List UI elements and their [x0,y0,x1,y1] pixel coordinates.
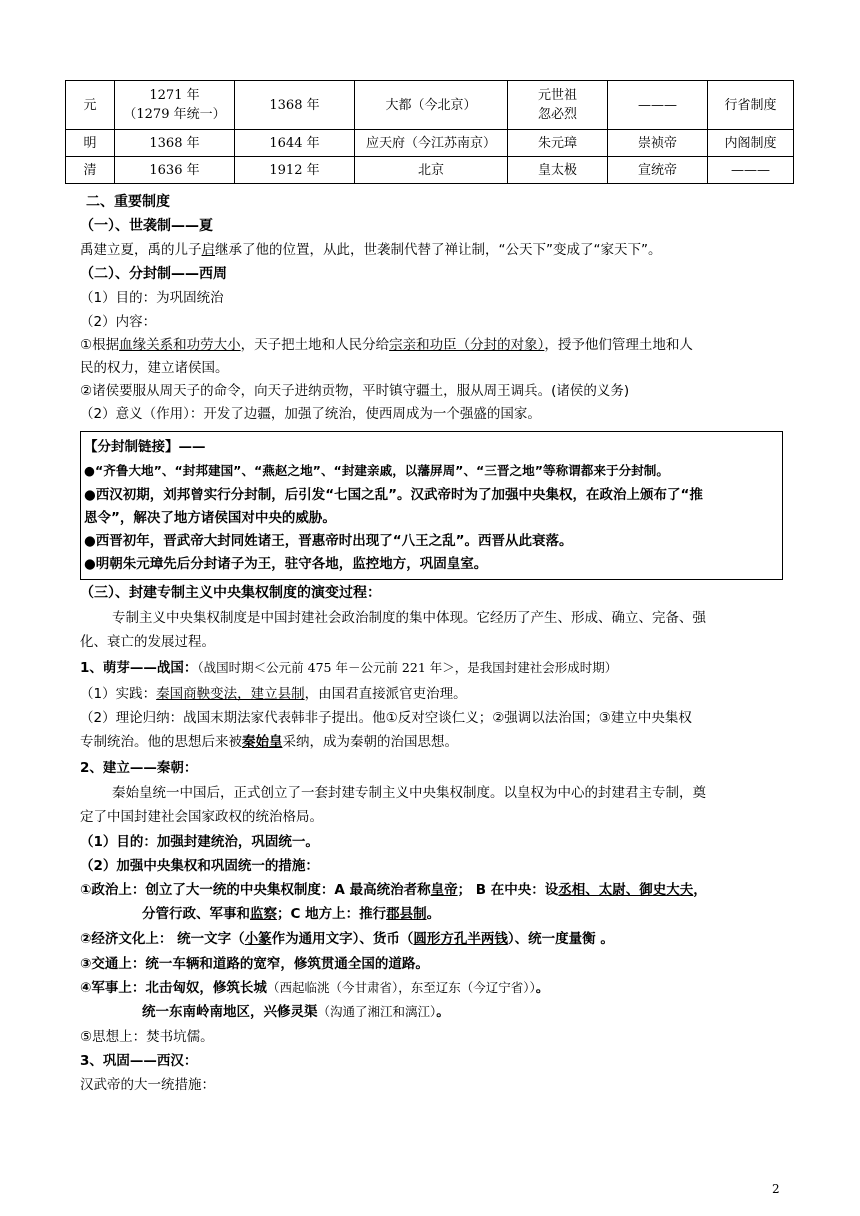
heading-consolidate: 3、巩固——西汉： [80,1053,198,1069]
table-cell: ——— [608,81,708,130]
subsection-heading: （三）、封建专制主义中央集权制度的演变过程： [80,585,381,601]
paragraph: 分管行政、军事和监察；C 地方上：推行郡县制。 [142,906,441,922]
paragraph: （2）加强中央集权和巩固统一的措施： [80,858,319,874]
paragraph: 定了中国封建社会国家政权的统治格局。 [80,809,323,825]
table-cell: 朱元璋 [508,130,608,157]
table-cell: 宣统帝 [608,157,708,184]
paragraph: ①根据血缘关系和功劳大小，天子把土地和人民分给宗亲和功臣（分封的对象），授予他们管理土地和人 [80,337,693,353]
box-line: ●西汉初期，刘邦曾实行分封制，后引发“七国之乱”。汉武帝时为了加强中央集权，在政治上颁布了“推 [84,487,703,503]
table-cell: 大都（今北京） [355,81,508,130]
table-cell: 1636 年 [115,157,235,184]
paragraph: ①政治上：创立了大一统的中央集权制度：A 最高统治者称皇帝； B 在中央：设丞相、太尉、御史大夫， [80,882,707,898]
box-line: ●“齐鲁大地”、“封邦建国”、“燕赵之地”、“封建亲戚，以藩屏周”、“三晋之地”等称谓都来于分封制。 [84,463,669,478]
paragraph: 民的权力，建立诸侯国。 [80,360,229,376]
table-cell: 应天府（今江苏南京） [355,130,508,157]
paragraph: （2）理论归纳：战国末期法家代表韩非子提出。他①反对空谈仁义；②强调以法治国；③建立中央集权 [80,710,692,726]
table-cell: 1912 年 [235,157,355,184]
heading-establish: 2、建立——秦朝： [80,760,198,776]
table-cell: 北京 [355,157,508,184]
table-row [66,81,794,130]
table-cell: ——— [708,157,794,184]
paragraph: ⑤思想上：焚书坑儒。 [80,1029,214,1045]
paragraph: 专制统治。他的思想后来被秦始皇采纳，成为秦朝的治国思想。 [80,734,458,750]
paragraph: （2）内容： [80,314,157,330]
table-row [66,130,794,157]
table-cell: 1368 年 [115,130,235,157]
table-cell: 行省制度 [708,81,794,130]
paragraph: ②诸侯要服从周天子的命令，向天子进纳贡物，平时镇守疆土，服从周王调兵。(诸侯的义务) [80,383,630,399]
paragraph: （1）目的：为巩固统治 [80,290,224,306]
subsection-heading: （二）、分封制——西周 [80,266,227,282]
paragraph: ④军事上：北击匈奴，修筑长城（西起临洮（今甘肃省），东至辽东（今辽宁省））。 [80,980,550,996]
table-cell: 崇祯帝 [608,130,708,157]
paragraph: ③交通上：统一车辆和道路的宽窄，修筑贯通全国的道路。 [80,956,429,972]
paragraph: （1）目的：加强封建统治，巩固统一。 [80,834,319,850]
table-row [66,157,794,184]
table-cell: 明 [66,130,115,157]
table-cell: 1644 年 [235,130,355,157]
box-title: 【分封制链接】—— [84,439,206,455]
box-line: ●西晋初年，晋武帝大封同姓诸王，晋惠帝时出现了“八王之乱”。西晋从此衰落。 [84,533,573,549]
paragraph: 秦始皇统一中国后，正式创立了一套封建专制主义中央集权制度。以皇权为中心的封建君主专制，奠 [112,785,706,801]
table-cell: 元 [66,81,115,130]
subsection-heading: （一）、世袭制——夏 [80,218,213,234]
box-line: ●明朝朱元璋先后分封诸子为王，驻守各地，监控地方，巩固皇室。 [84,556,488,572]
paragraph: 专制主义中央集权制度是中国封建社会政治制度的集中体现。它经历了产生、形成、确立、完备、强 [112,610,706,626]
paragraph: （1）实践：秦国商鞅变法，建立县制，由国君直接派官吏治理。 [80,686,467,702]
paragraph: 禹建立夏，禹的儿子启继承了他的位置，从此，世袭制代替了禅让制，“公天下”变成了“家天下”。 [80,242,662,258]
heading-sprout: 1、萌芽——战国：（战国时期＜公元前 475 年－公元前 221 年＞，是我国封建社会形成时期） [80,660,618,676]
paragraph: 汉武帝的大一统措施： [80,1077,215,1093]
table-cell: 1368 年 [235,81,355,130]
dynasty-table [65,80,794,184]
table-cell: 元世祖 忽必烈 [508,81,608,130]
table-cell: 清 [66,157,115,184]
table-cell: 内阁制度 [708,130,794,157]
paragraph: （2）意义（作用）：开发了边疆，加强了统治，使西周成为一个强盛的国家。 [80,406,541,422]
box-line: 恩令”，解决了地方诸侯国对中央的威胁。 [84,510,336,526]
paragraph: 化、衰亡的发展过程。 [80,634,215,650]
table-cell: 皇太极 [508,157,608,184]
table-cell: 1271 年 （1279 年统一） [115,81,235,130]
page-number: 2 [772,1182,780,1196]
paragraph: ②经济文化上： 统一文字（小篆作为通用文字）、货币（圆形方孔半两钱）、统一度量衡 。 [80,931,614,947]
paragraph: 统一东南岭南地区，兴修灵渠（沟通了湘江和漓江）。 [142,1004,450,1020]
section-heading: 二、重要制度 [86,194,170,210]
